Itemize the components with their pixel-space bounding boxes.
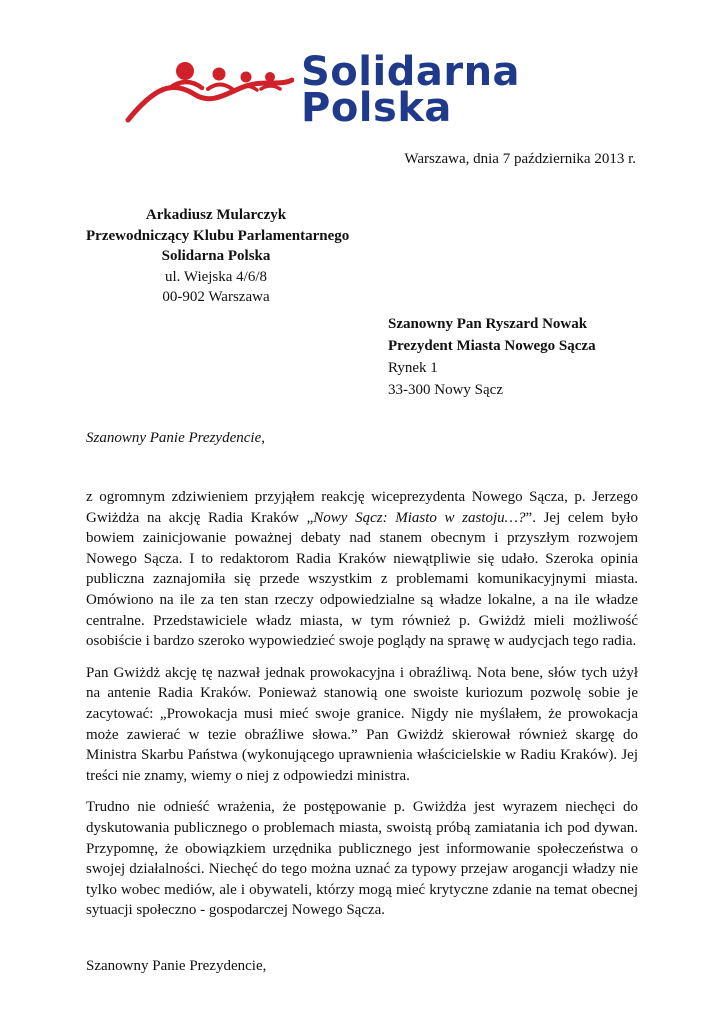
logo — [124, 49, 604, 132]
sender-org: Solidarna Polska — [161, 248, 271, 264]
letter-body — [86, 487, 638, 932]
recipient-city: 33-300 Nowy Sącz — [388, 382, 503, 398]
sender-city: 00-902 Warszawa — [162, 289, 270, 305]
logo-line-2: Polska — [301, 85, 452, 131]
salutation-comma: , — [261, 430, 265, 446]
letter-date: Warszawa, dnia 7 października 2013 r. — [404, 151, 636, 167]
sender-street: ul. Wiejska 4/6/8 — [164, 268, 268, 285]
salutation — [86, 430, 265, 447]
paragraph-1-end: ”. Jej celem było bowiem zainicjowanie poważnej debaty nad stanem obecnym i przyszłym rozwojem Nowego Sącza. I to redaktorom Radia Kraków niewątpliwie się udało. Szeroka opinia publiczna zaznajomiła się przede wszystkim z problemami komunikacyjnymi miasta. Omówiono na ile za ten stan rzeczy odpowiedzialne są władze lokalne, a na ile władze centralne. Przedstawiciele władz miasta, w tym również p. Gwiżdż mieli możliwość osobiście i bardzo szeroko wypowiedzieć swoje poglądy na sprawę w audycjach tego radia. — [86, 509, 638, 650]
closing-salutation: Szanowny Panie Prezydencie, — [86, 958, 267, 974]
recipient-block — [388, 313, 596, 401]
paragraph-1-start: z ogromnym zdziwieniem przyjąłem reakcję wiceprezydenta Nowego Sącza, p. Jerzego Gwiżdża na akcję Radia Kraków „ — [86, 489, 638, 526]
paragraph-1-quote: Nowy Sącz: Miasto w zastoju…? — [313, 509, 526, 526]
logo-wordmark — [301, 49, 521, 131]
salutation-text: Szanowny Panie Prezydencie — [86, 430, 262, 446]
sender-role: Przewodniczący Klubu Parlamentarnego — [86, 227, 350, 244]
recipient-street: Rynek 1 — [388, 360, 438, 376]
logo-line-1: Solidarna — [301, 49, 521, 95]
recipient-role: Prezydent Miasta Nowego Sącza — [388, 338, 596, 354]
paragraph-3: Trudno nie odnieść wrażenia, że postępowanie p. Gwiżdża jest wyrazem niechęci do dyskutowania publicznego o problemach miasta, swoistą próbą zamiatania ich pod dywan. Przypomnę, że obowiązkiem urzędnika publicznego jest informowanie społeczeństwa o swojej działalności. Niechęć do tego można uznać za typowy przejaw arogancji władzy nie tylko wobec mediów, ale i obywateli, którzy mogą mieć krytyczne zdanie na temat obecnej sytuacji społeczno - gospodarczej Nowego Sącza. — [86, 799, 638, 919]
paragraph-2: Pan Gwiżdż akcję tę nazwał jednak prowokacyjna i obraźliwą. Nota bene, słów tych użył na antenie Radia Kraków. Ponieważ stanowią one swoiste kuriozum pozwolę sobie je zacytować: „Prowokacja musi mieć swoje granice. Nigdy nie myślałem, że prowokacja może zawierać w tezie obraźliwe słowa.” Pan Gwiżdż skierował również skargę do Ministra Skarbu Państwa (wykonującego uprawnienia właścicielskie w Radiu Kraków). Jej treści nie znamy, wiemy o niej z odpowiedzi ministra. — [86, 664, 638, 784]
sender-name: Arkadiusz Mularczyk — [145, 207, 287, 223]
logo-figures-icon — [124, 58, 294, 128]
recipient-name: Szanowny Pan Ryszard Nowak — [388, 316, 588, 332]
sender-block — [86, 205, 350, 308]
paragraph-1 — [86, 487, 638, 652]
